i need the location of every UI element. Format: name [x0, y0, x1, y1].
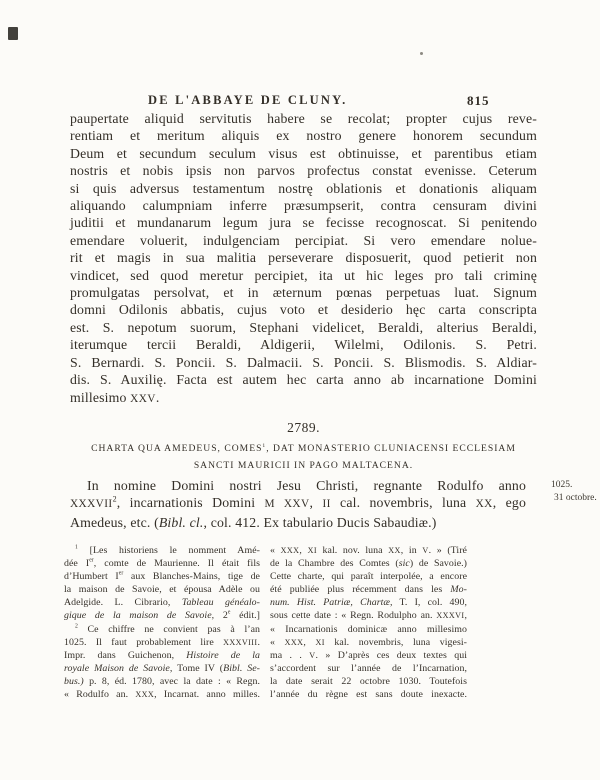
charter-text-line: dis. S. Auxilię. Facta est autem hec carta anno ab incarnatione Domini [70, 372, 537, 388]
charter-text-line: aliquando calumpniam inferre præsumpserit, contra censuram divini [70, 198, 537, 214]
charter-text-line: nostris et nobis ipsis non parvos profectus constat evenisse. Ceterum [70, 163, 537, 179]
charter-heading-line: CHARTA QUA AMEDEUS, COMES$^1$, DAT MONASTERIO CLUNIACENSI ECCLESIAM [91, 442, 516, 454]
footnote-line: d’Humbert Ier aux Blanches-Mains, tige de [64, 570, 260, 583]
footnote-line: ma . . V. » D’après ces deux textes qui [270, 649, 468, 661]
notice-text-line: Amedeus, etc. (Bibl. cl., col. 412. Ex tabulario Ducis Sabaudiæ.) [70, 514, 437, 530]
footnote-line: num. Hist. Patriæ, Chartæ, T. I, col. 490, [270, 597, 467, 609]
charter-2789-notice [70, 477, 526, 531]
charter-2789-heading [70, 441, 537, 474]
charter-text-line: emendare voluerit, indulgenciam percipiat. Si vero emendare nolue- [70, 232, 537, 248]
page-number: 815 [467, 93, 490, 108]
footnote-line: 1025. Il faut probablement lire XXXVIII. [64, 636, 260, 648]
footnote-column-right [270, 544, 467, 701]
footnote-line: s’accordent sur l’année de l’Incarnation, [270, 662, 467, 674]
footnote-line: sous cette date : « Regn. Rodulpho an. XXXVI, [270, 610, 467, 622]
charter-text-line: est. S. nepotum suorum, Stephani videlicet, Beraldi, alterius Beraldi, [70, 319, 537, 335]
footnote-line: la maison de Savoie, et épousa Adèle ou [64, 584, 260, 596]
charter-text-line: si quis adversus testamentum nostrę oblationis et donationis aliquam [70, 180, 537, 196]
footnote-line: « Incarnationis dominicæ anno millesimo [270, 623, 467, 635]
footnote-line: bus.) p. 8, éd. 1780, avec la date : « Regn. [64, 675, 260, 687]
margin-date-year: 1025. [551, 480, 573, 490]
footnote-line: la date serait 22 octobre 1030. Toutefois [270, 675, 467, 687]
charter-2788-text-block [70, 110, 537, 408]
running-head-title: DE L'ABBAYE DE CLUNY. [148, 93, 348, 107]
charter-text-line: iterumque tercii Beraldi, Aldigerii, Wilelmi, Odilonis. S. Petri. [70, 337, 537, 353]
charter-text-line: Deum et secundum seculum visus est obtinuisse, et parentibus etiam [70, 145, 537, 161]
footnote-line: royale Maison de Savoie, Tome IV (Bibl. Se- [64, 662, 260, 674]
charter-text-line: S. Bernardi. S. Poncii. S. Dalmacii. S. Poncii. S. Blismodis. S. Aldiar- [70, 354, 537, 370]
footnote-line: gique de la maison de Savoie, 2e édit.] [64, 610, 260, 622]
footnote-line: Cette charte, qui paraît interpolée, a encore [270, 571, 467, 583]
charter-text-line: domni Odilonis abbatis, cujus voto et desiderio hęc carta conscripta [70, 302, 537, 318]
footnote-line: $^1$ [Les historiens le nomment Amé- [75, 544, 260, 556]
charter-text-line: juditii et mundanarum legum jura se fecisse recognoscat. Si penitendo [70, 215, 537, 231]
scan-dot [420, 52, 423, 55]
scan-speck [8, 27, 18, 40]
footnote-line: dée Ier, comte de Maurienne. Il était fils [64, 557, 261, 570]
footnote-column-left [64, 544, 260, 701]
margin-date-day: 31 octobre. [554, 492, 597, 503]
charter-text-line: promulgatas persolvat, et in æternum pœnas perpetuas luat. Signum [70, 285, 537, 301]
footnote-line: « XXX, XI kal. nov. luna XX, in V. » (Tiré [270, 545, 467, 556]
footnote-line: de la Chambre des Comtes (sic) de Savoie.) [270, 558, 467, 570]
charter-text-line: millesimo XXV. [70, 389, 160, 405]
charter-text-line: paupertate aliquid servitutis habere se recolat; propter cujus reve- [70, 111, 537, 126]
margin-date-note [551, 479, 599, 504]
footnote-line: $^2$ Ce chiffre ne convient pas à l’an [75, 623, 260, 635]
footnote-line: Impr. dans Guichenon, Histoire de la [64, 649, 261, 661]
section-number-2789: 2789. [287, 420, 320, 435]
footnote-line: Adelgide. L. Cibrario, Tableau généalo- [64, 597, 260, 609]
notice-text-line: In nomine Domini nostri Jesu Christi, regnante Rodulfo anno [87, 478, 526, 493]
footnote-line: l’année du règne est sans doute inexacte. [270, 689, 467, 701]
notice-text-line: XXXVII$^2$, incarnationis Domini M XXV, II cal. novembris, luna XX, ego [70, 494, 527, 511]
charter-text-line: rit et magis in sua malitia perseverare disposuerit, quod petierit non [70, 250, 537, 266]
footnote-line: « Rodulfo an. XXX, Incarnat. anno milles. [64, 689, 260, 701]
footnote-line: été publiée plus récemment dans les Mo- [270, 584, 467, 596]
footnote-line: « XXX, XI kal. novembris, luna vigesi- [270, 636, 467, 648]
charter-text-line: vindicet, sed quod meretur percipiet, ita ut hic leges pro tali criminę [70, 267, 537, 283]
charter-text-line: rentiam et meritum aliquis ex nostro genere honorem secundum [70, 128, 537, 144]
charter-heading-line: SANCTI MAURICII IN PAGO MALTACENA. [193, 459, 414, 471]
